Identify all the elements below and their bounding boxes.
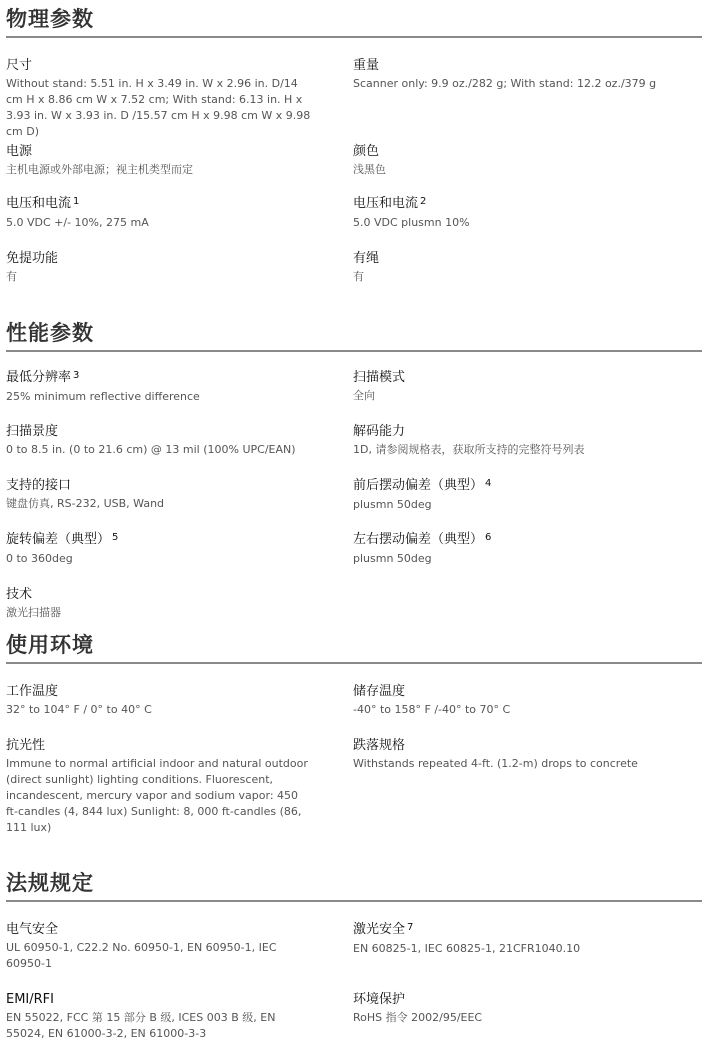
spec-label: 电压和电流 $^2$ [353, 196, 427, 211]
section-environment [6, 632, 702, 664]
spec-label: 扫描景度 [6, 424, 59, 439]
spec-item [6, 58, 336, 140]
section-title: 物理参数 [6, 7, 94, 31]
spec-value: 键盘仿真, RS-232, USB, Wand [6, 497, 165, 510]
spec-label: 支持的接口 [6, 478, 72, 493]
spec-item [353, 144, 683, 178]
spec-label: 电压和电流 $^1$ [6, 196, 80, 211]
spec-item [6, 370, 336, 405]
spec-value: RoHS 指令 2002/95/EEC [353, 1011, 483, 1024]
spec-item [353, 992, 683, 1026]
spec-item [353, 478, 683, 513]
spec-label: 电气安全 [6, 922, 59, 937]
spec-value: Scanner only: 9.9 oz./282 g; With stand: 12.2 oz./379 g [353, 77, 657, 90]
spec-item [6, 424, 336, 458]
spec-item [353, 738, 683, 772]
spec-value: EN 60825-1, IEC 60825-1, 21CFR1040.10 [353, 942, 581, 955]
spec-label: 跌落规格 [353, 738, 406, 753]
section-divider [6, 900, 702, 902]
spec-item [6, 922, 336, 972]
spec-label: 最低分辨率 $^3$ [6, 370, 80, 385]
spec-item [353, 532, 683, 567]
spec-value: -40° to 158° F /-40° to 70° C [353, 703, 511, 716]
spec-label: 免提功能 [6, 251, 59, 266]
footnote-marker: 1 [73, 196, 80, 207]
spec-value: 5.0 VDC +/- 10%, 275 mA [6, 216, 149, 229]
spec-label: 前后摆动偏差（典型） $^4$ [353, 478, 492, 493]
footnote-marker: 7 [407, 922, 414, 933]
spec-label: 旋转偏差（典型） $^5$ [6, 532, 119, 547]
spec-item [6, 196, 336, 231]
section-physical [6, 6, 702, 38]
section-performance [6, 320, 702, 352]
footnote-marker: 2 [420, 196, 427, 207]
spec-label: 技术 [6, 587, 33, 602]
spec-label: 电源 [6, 144, 33, 159]
section-regulatory [6, 870, 702, 902]
spec-item [6, 738, 336, 836]
spec-value: Without stand: 5.51 in. H x 3.49 in. W x 2.96 in. D/14 cm H x 8.86 cm W x 7.52 cm; With stand: 6.13 in. H x 3.93 in. W x 3.93 in. D /15.57 cm H x 9.98 cm W x 9.98 cm D) [6, 77, 311, 138]
spec-value: 有 [6, 270, 17, 283]
footnote-marker: 6 [485, 532, 492, 543]
spec-value: plusmn 50deg [353, 498, 432, 511]
spec-value: 25% minimum reflective difference [6, 390, 200, 403]
spec-value: 有 [353, 270, 364, 283]
spec-label: 有绳 [353, 251, 380, 266]
spec-label: 重量 [353, 58, 380, 73]
spec-value: 32° to 104° F / 0° to 40° C [6, 703, 152, 716]
spec-value: 1D, 请参阅规格表，获取所支持的完整符号列表 [353, 443, 585, 456]
spec-value: Immune to normal artificial indoor and natural outdoor (direct sunlight) lighting conditions. Fluorescent, incandescent, mercury vapor and sodium vapor: 450 ft-candles (4, 844 lux) Sunlight: 8, 000 ft-candles (86, 111 lux) [6, 757, 308, 834]
spec-label: 抗光性 [6, 738, 46, 753]
spec-item [6, 587, 336, 621]
spec-value: 激光扫描器 [6, 606, 61, 619]
spec-label: 尺寸 [6, 58, 33, 73]
spec-label: 激光安全 $^7$ [353, 922, 414, 937]
spec-label: 颜色 [353, 144, 380, 159]
spec-value: UL 60950-1, C22.2 No. 60950-1, EN 60950-1, IEC 60950-1 [6, 941, 277, 970]
section-divider [6, 662, 702, 664]
spec-item [6, 144, 336, 178]
spec-item [353, 922, 683, 957]
spec-value: 浅黑色 [353, 163, 386, 176]
spec-label: 解码能力 [353, 424, 406, 439]
spec-label: 工作温度 [6, 684, 59, 699]
spec-value: 全向 [353, 389, 375, 402]
spec-label: EMI/RFI [6, 992, 54, 1007]
section-title: 法规规定 [6, 871, 94, 895]
spec-item [6, 992, 336, 1042]
spec-label: 环境保护 [353, 992, 406, 1007]
spec-item [353, 370, 683, 404]
section-divider [6, 350, 702, 352]
spec-item [353, 251, 683, 285]
section-title: 性能参数 [6, 321, 94, 345]
spec-item [353, 58, 683, 92]
spec-label: 储存温度 [353, 684, 406, 699]
spec-value: Withstands repeated 4-ft. (1.2-m) drops to concrete [353, 757, 638, 770]
spec-item [353, 684, 683, 718]
footnote-marker: 5 [112, 532, 119, 543]
spec-label: 扫描模式 [353, 370, 406, 385]
spec-item [353, 196, 683, 231]
spec-item [353, 424, 683, 458]
spec-value: 主机电源或外部电源；视主机类型而定 [6, 163, 193, 176]
footnote-marker: 4 [485, 478, 492, 489]
spec-item [6, 478, 336, 512]
spec-item [6, 251, 336, 285]
spec-value: 5.0 VDC plusmn 10% [353, 216, 470, 229]
spec-value: EN 55022, FCC 第 15 部分 B 级, ICES 003 B 级, EN 55024, EN 61000-3-2, EN 61000-3-3 [6, 1011, 276, 1040]
section-divider [6, 36, 702, 38]
footnote-marker: 3 [73, 370, 80, 381]
section-title: 使用环境 [6, 633, 94, 657]
spec-label: 左右摆动偏差（典型） $^6$ [353, 532, 492, 547]
spec-value: plusmn 50deg [353, 552, 432, 565]
spec-value: 0 to 8.5 in. (0 to 21.6 cm) @ 13 mil (100% UPC/EAN) [6, 443, 296, 456]
spec-value: 0 to 360deg [6, 552, 73, 565]
spec-item [6, 684, 336, 718]
spec-item [6, 532, 336, 567]
